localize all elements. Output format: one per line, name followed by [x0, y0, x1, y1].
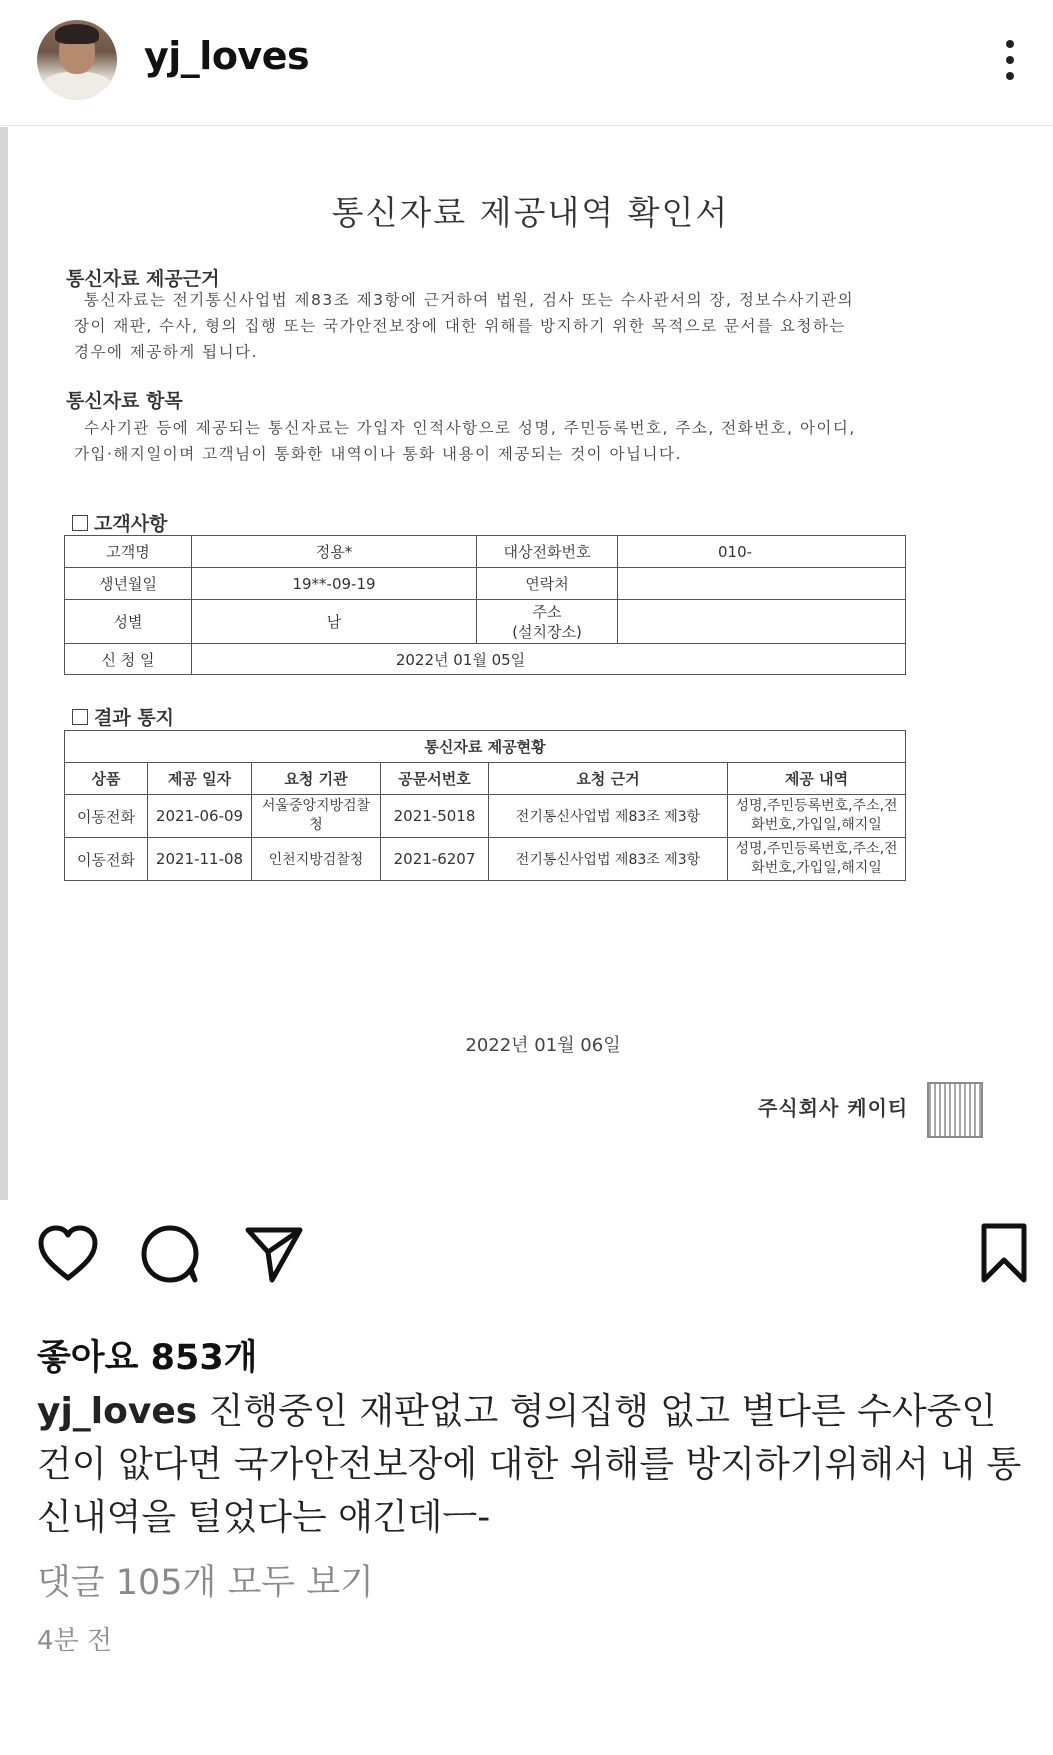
- avatar[interactable]: [37, 20, 117, 100]
- cell-value: [618, 600, 906, 644]
- view-all-comments-link[interactable]: 댓글 105개 모두 보기: [37, 1563, 374, 1603]
- cell-value: 남: [192, 600, 477, 644]
- comment-icon[interactable]: [138, 1222, 204, 1288]
- checkbox-icon: [72, 515, 88, 531]
- column-header: 요청 근거: [489, 763, 728, 795]
- cell-label: 신 청 일: [65, 644, 192, 675]
- issue-date: 2022년 01월 06일: [465, 1035, 621, 1056]
- result-table: [64, 730, 906, 881]
- cell-label: 생년월일: [65, 568, 192, 600]
- column-header: 상품: [65, 763, 148, 795]
- heart-icon[interactable]: [36, 1222, 102, 1288]
- more-icon[interactable]: [1000, 36, 1020, 86]
- customer-section-title: 고객사항: [72, 509, 167, 536]
- table-row: [65, 838, 906, 881]
- table-cell: 성명,주민등록번호,주소,전화번호,가입일,해지일: [728, 795, 906, 838]
- post-image-document[interactable]: [0, 127, 1053, 1200]
- post-action-bar: [0, 1222, 1053, 1292]
- cell-label: 성별: [65, 600, 192, 644]
- table-cell: 2021-06-09: [148, 795, 252, 838]
- result-section-title: 결과 통지: [72, 703, 174, 730]
- company-name: 주식회사 케이티: [758, 1096, 909, 1120]
- checkbox-icon: [72, 709, 88, 725]
- section-text-items: [74, 415, 974, 467]
- section-text-line: 수사기관 등에 제공되는 통신자료는 가입자 인적사항으로 성명, 주민등록번호, 주소, 전화번호, 아이디,: [84, 419, 856, 437]
- section-text-line: 통신자료는 전기통신사업법 제83조 제3항에 근거하여 법원, 검사 또는 수사관서의 장, 정보수사기관의: [84, 291, 855, 309]
- cell-value: 정용*: [192, 536, 477, 568]
- section-text-line: 경우에 제공하게 됩니다.: [74, 343, 259, 361]
- table-cell: 2021-5018: [381, 795, 489, 838]
- cell-value: 19**-09-19: [192, 568, 477, 600]
- section-title-basis: 통신자료 제공근거: [66, 268, 220, 290]
- caption-username[interactable]: yj_loves: [37, 1391, 198, 1432]
- table-cell: 서울중앙지방검찰청: [252, 795, 381, 838]
- document-title: 통신자료 제공내역 확인서: [331, 193, 730, 232]
- post-caption: [37, 1385, 1027, 1544]
- column-header: 공문서번호: [381, 763, 489, 795]
- cell-value: [618, 568, 906, 600]
- post-timestamp: 4분 전: [37, 1626, 113, 1656]
- cell-label: 대상전화번호: [477, 536, 618, 568]
- table-cell: 전기통신사업법 제83조 제3항: [489, 795, 728, 838]
- table-cell: 이동전화: [65, 795, 148, 838]
- company-seal: [927, 1082, 983, 1138]
- table-cell: 2021-6207: [381, 838, 489, 881]
- section-text-basis: [74, 287, 974, 365]
- post-header: [0, 0, 1053, 126]
- table-cell: 인천지방검찰청: [252, 838, 381, 881]
- caption-text: 진행중인 재판없고 형의집행 없고 별다른 수사중인 건이 앖다면 국가안전보장에 대한 위해를 방지하기위해서 내 통신내역을 털었다는 얘긴데ㅡ-: [37, 1391, 1022, 1538]
- cell-label-address: 주소 (설치장소): [477, 600, 618, 644]
- table-cell: 전기통신사업법 제83조 제3항: [489, 838, 728, 881]
- table-cell: 성명,주민등록번호,주소,전화번호,가입일,해지일: [728, 838, 906, 881]
- cell-value: 010-: [618, 536, 906, 568]
- section-text-line: 장이 재판, 수사, 형의 집행 또는 국가안전보장에 대한 위해를 방지하기 위한 목적으로 문서를 요청하는: [74, 317, 846, 335]
- share-icon[interactable]: [242, 1222, 308, 1288]
- section-title-items: 통신자료 항목: [66, 390, 183, 412]
- customer-table: [64, 535, 906, 675]
- like-count[interactable]: 좋아요 853개: [37, 1338, 258, 1378]
- column-header: 제공 일자: [148, 763, 252, 795]
- column-header: 요청 기관: [252, 763, 381, 795]
- cell-value: 2022년 01월 05일: [192, 644, 906, 675]
- table-row: [65, 795, 906, 838]
- result-table-title: 통신자료 제공현황: [65, 731, 906, 763]
- bookmark-icon[interactable]: [976, 1222, 1042, 1288]
- cell-label: 고객명: [65, 536, 192, 568]
- post-username[interactable]: yj_loves: [144, 34, 310, 78]
- column-header: 제공 내역: [728, 763, 906, 795]
- section-text-line: 가입·해지일이며 고객님이 통화한 내역이나 통화 내용이 제공되는 것이 아닙니다.: [74, 445, 682, 463]
- table-cell: 이동전화: [65, 838, 148, 881]
- cell-label: 연락처: [477, 568, 618, 600]
- table-cell: 2021-11-08: [148, 838, 252, 881]
